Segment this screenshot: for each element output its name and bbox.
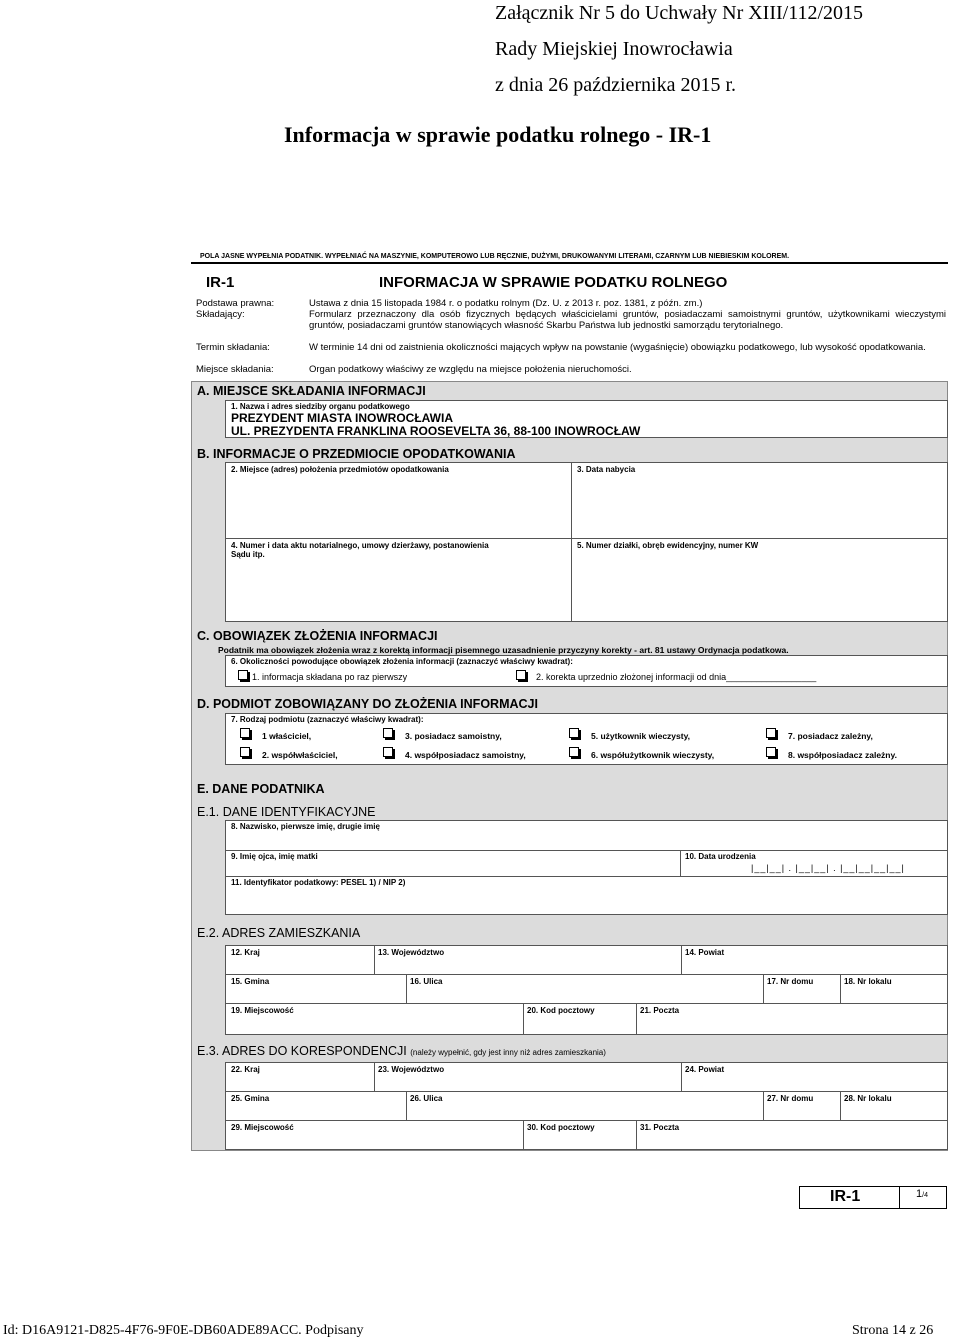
basis-value: Formularz przeznaczony dla osób fizycznych będących właścicielami gruntów, posiadaczami samoistnymi gruntów, użytkownikami wieczystymi gruntów, posiadaczami gruntów stanowiących własność Skarbu Państwa lub jednostki samorządu terytorialnego.: [309, 309, 946, 331]
option-first-submission: 1. informacja składana po raz pierwszy: [252, 672, 408, 682]
option-label: 5. użytkownik wieczysty,: [591, 731, 691, 741]
field-9-label[interactable]: 9. Imię ojca, imię matki: [231, 852, 318, 861]
form-body: [191, 381, 948, 1151]
section-e-title: E. DANE PODATNIKA: [197, 782, 325, 796]
field-corr-flat-no[interactable]: 28. Nr lokalu: [844, 1094, 892, 1103]
field-2-label[interactable]: 2. Miejsce (adres) położenia przedmiotów opodatkowania: [231, 465, 449, 474]
page-num: 1: [916, 1188, 923, 1200]
divider: [226, 1120, 947, 1121]
option-label: 8. współposiadacz zależny.: [788, 750, 897, 760]
form-instruction: POLA JASNE WYPEŁNIA PODATNIK. WYPEŁNIAĆ NA MASZYNIE, KOMPUTEROWO LUB RĘCZNIE, DUŻYMI, DRUKOWANYMI LITERAMI, CZARNYM LUB NIEBIESKIM KOLOREM.: [200, 253, 790, 260]
option-label: 4. współposiadacz samoistny,: [405, 750, 526, 760]
option-correction: 2. korekta uprzednio złożonej informacji od dnia__________________: [536, 672, 817, 682]
divider: [406, 1091, 407, 1120]
field-commune[interactable]: 15. Gmina: [231, 977, 270, 986]
ir1-form: [191, 253, 948, 1151]
checkbox-dependent-holder[interactable]: [766, 728, 776, 738]
section-e2-title: E.2. ADRES ZAMIESZKANIA: [197, 926, 361, 940]
page-divider: [899, 1187, 900, 1208]
section-e1-box: [225, 820, 948, 915]
divider: [226, 850, 947, 851]
field-7-label: 7. Rodzaj podmiotu (zaznaczyć właściwy kwadrat):: [231, 715, 424, 724]
date-of-birth-mask: |__|__| . |__|__| . |__|__|__|__|: [751, 863, 905, 873]
field-corr-county[interactable]: 24. Powiat: [685, 1065, 725, 1074]
checkbox-co-perpetual-user[interactable]: [569, 747, 579, 757]
field-country[interactable]: 12. Kraj: [231, 948, 260, 957]
field-corr-locality[interactable]: 29. Miejscowość: [231, 1123, 294, 1132]
field-voivodeship[interactable]: 13. Województwo: [378, 948, 445, 957]
field-1-line-2: UL. PREZYDENTA FRANKLINA ROOSEVELTA 36, 88-100 INOWROCŁAW: [231, 424, 641, 438]
divider: [523, 1003, 524, 1034]
field-house-no[interactable]: 17. Nr domu: [767, 977, 814, 986]
section-b-title: B. INFORMACJE O PRZEDMIOCIE OPODATKOWANIA: [197, 447, 516, 461]
basis-label: Miejsce składania:: [196, 364, 274, 375]
divider: [523, 1120, 524, 1149]
option-label: 1 właściciel,: [262, 731, 312, 741]
checkbox-owner[interactable]: [240, 728, 250, 738]
field-11-label[interactable]: 11. Identyfikator podatkowy: PESEL 1) / NIP 2): [231, 878, 406, 887]
field-postal-code[interactable]: 20. Kod pocztowy: [527, 1006, 595, 1015]
field-corr-commune[interactable]: 25. Gmina: [231, 1094, 270, 1103]
basis-value: Ustawa z dnia 15 listopada 1984 r. o podatku rolnym (Dz. U. z 2013 r. poz. 1381, z późn. zm.): [309, 298, 703, 309]
divider: [226, 974, 947, 975]
field-post-office[interactable]: 21. Poczta: [640, 1006, 680, 1015]
field-corr-voivodeship[interactable]: 23. Województwo: [378, 1065, 445, 1074]
section-e1-title: E.1. DANE IDENTYFIKACYJNE: [197, 805, 376, 819]
divider: [374, 946, 375, 974]
field-1-box[interactable]: [225, 400, 948, 438]
divider: [226, 1003, 947, 1004]
section-e3-box: [225, 1062, 948, 1150]
field-5-label[interactable]: 5. Numer działki, obręb ewidencyjny, numer KW: [577, 541, 759, 550]
section-e2-box: [225, 945, 948, 1035]
checkbox-correction[interactable]: [516, 670, 526, 680]
form-code: IR-1: [206, 274, 235, 291]
field-1-line-1: PREZYDENT MIASTA INOWROCŁAWIA: [231, 411, 453, 425]
field-corr-house-no[interactable]: 27. Nr domu: [767, 1094, 814, 1103]
header-line-1: Załącznik Nr 5 do Uchwały Nr XIII/112/2015: [495, 2, 864, 24]
checkbox-first-submission[interactable]: [238, 670, 248, 680]
divider: [374, 1063, 375, 1091]
basis-label: Podstawa prawna:: [196, 298, 275, 309]
field-corr-postal-code[interactable]: 30. Kod pocztowy: [527, 1123, 595, 1132]
divider: [571, 463, 572, 621]
section-e3-note: (należy wypełnić, gdy jest inny niż adres zamieszkania): [410, 1048, 606, 1057]
footer-page: Strona 14 z 26: [852, 1323, 934, 1338]
field-corr-street[interactable]: 26. Ulica: [410, 1094, 443, 1103]
section-e3-title: [197, 1044, 606, 1058]
checkbox-independent-holder[interactable]: [383, 728, 393, 738]
field-corr-post-office[interactable]: 31. Poczta: [640, 1123, 680, 1132]
divider: [680, 850, 681, 876]
section-c-title: C. OBOWIĄZEK ZŁOŻENIA INFORMACJI: [197, 629, 438, 643]
basis-value: W terminie 14 dni od zaistnienia okoliczności mających wpływ na powstanie (wygaśnięcie) obowiązku podatkowego, lub wysokość opodatkowania.: [309, 342, 926, 353]
section-d-title: D. PODMIOT ZOBOWIĄZANY DO ZŁOŻENIA INFORMACJI: [197, 697, 538, 711]
field-7-box: [225, 713, 948, 765]
checkbox-co-owner[interactable]: [240, 747, 250, 757]
option-label: 7. posiadacz zależny,: [788, 731, 873, 741]
checkbox-perpetual-user[interactable]: [569, 728, 579, 738]
section-e3-title-text: E.3. ADRES DO KORESPONDENCJI: [197, 1044, 407, 1058]
divider: [636, 1003, 637, 1034]
field-4-label-cont: Sądu itp.: [231, 550, 265, 559]
header-line-3: z dnia 26 października 2015 r.: [495, 74, 737, 96]
field-10-label[interactable]: 10. Data urodzenia: [685, 852, 756, 861]
divider: [226, 876, 947, 877]
divider: [681, 1063, 682, 1091]
field-8-label[interactable]: 8. Nazwisko, pierwsze imię, drugie imię: [231, 822, 380, 831]
field-county[interactable]: 14. Powiat: [685, 948, 725, 957]
form-title: INFORMACJA W SPRAWIE PODATKU ROLNEGO: [379, 274, 728, 291]
divider: [681, 946, 682, 974]
form-top-rule: [191, 262, 948, 264]
page-number: [916, 1188, 928, 1200]
field-6-box: [225, 655, 948, 687]
field-4-label[interactable]: 4. Numer i data aktu notarialnego, umowy dzierżawy, postanowienia: [231, 541, 489, 550]
basis-value: Organ podatkowy właściwy ze względu na miejsce położenia nieruchomości.: [309, 364, 632, 375]
divider: [840, 974, 841, 1003]
footer-id: Id: D16A9121-D825-4F76-9F0E-DB60ADE89ACC. Podpisany: [3, 1323, 364, 1338]
header-line-2: Rady Miejskiej Inowrocławia: [495, 38, 733, 60]
basis-label: Termin składania:: [196, 342, 270, 353]
section-c-note: Podatnik ma obowiązek złożenia wraz z korektą informacji pisemnego uzasadnienie przyczyny korekty - art. 81 ustawy Ordynacja podatkowa.: [218, 645, 789, 655]
field-6-label: 6. Okoliczności powodujące obowiązek złożenia informacji (zaznaczyć właściwy kwadrat):: [231, 657, 573, 666]
page-code: IR-1: [830, 1188, 861, 1205]
divider: [636, 1120, 637, 1149]
option-label: 3. posiadacz samoistny,: [405, 731, 502, 741]
checkbox-co-dependent-holder[interactable]: [766, 747, 776, 757]
field-corr-country[interactable]: 22. Kraj: [231, 1065, 260, 1074]
section-b-box: [225, 462, 948, 622]
field-3-label[interactable]: 3. Data nabycia: [577, 465, 636, 474]
document-title: Informacja w sprawie podatku rolnego - IR-1: [284, 122, 712, 147]
option-label: 6. współużytkownik wieczysty,: [591, 750, 715, 760]
field-1-label: 1. Nazwa i adres siedziby organu podatkowego: [231, 402, 410, 411]
divider: [226, 538, 947, 539]
divider: [840, 1091, 841, 1120]
section-a-title: A. MIEJSCE SKŁADANIA INFORMACJI: [197, 384, 426, 398]
basis-label: Składający:: [196, 309, 245, 320]
page-total: /4: [922, 1192, 928, 1199]
divider: [763, 974, 764, 1003]
divider: [226, 1091, 947, 1092]
page-indicator: [799, 1186, 947, 1209]
divider: [763, 1091, 764, 1120]
divider: [406, 974, 407, 1003]
field-locality[interactable]: 19. Miejscowość: [231, 1006, 294, 1015]
checkbox-co-independent-holder[interactable]: [383, 747, 393, 757]
option-label: 2. współwłaściciel,: [262, 750, 338, 760]
field-street[interactable]: 16. Ulica: [410, 977, 443, 986]
field-flat-no[interactable]: 18. Nr lokalu: [844, 977, 892, 986]
